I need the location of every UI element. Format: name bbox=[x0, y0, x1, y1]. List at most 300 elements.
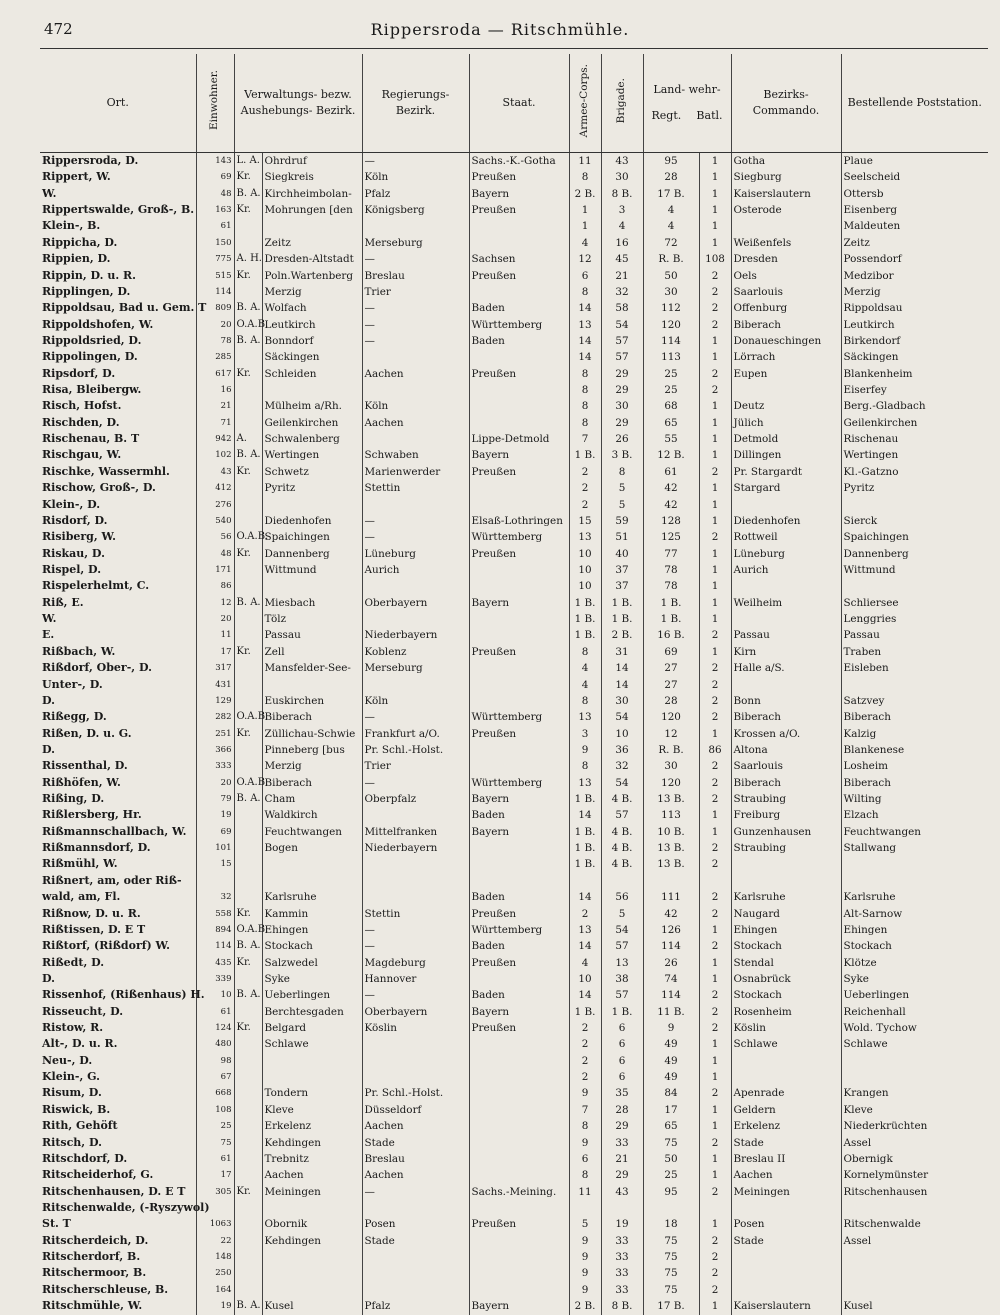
cell-bezirks: Osterode bbox=[731, 202, 841, 218]
table-row bbox=[40, 431, 988, 447]
cell-regierung: Köln bbox=[362, 169, 469, 185]
cell-armee: 2 bbox=[569, 464, 601, 480]
table-row bbox=[40, 775, 988, 791]
cell-verwaltung: Kusel bbox=[262, 1298, 362, 1314]
cell-armee: 1 B. bbox=[569, 840, 601, 856]
cell-regt: 77 bbox=[643, 546, 699, 562]
cell-bezirks: Straubing bbox=[731, 840, 841, 856]
cell-amt: O.A.B. bbox=[234, 317, 262, 333]
cell-verwaltung: Bonndorf bbox=[262, 333, 362, 349]
table-row bbox=[40, 1184, 988, 1200]
cell-armee: 6 bbox=[569, 268, 601, 284]
cell-einwohner: 69 bbox=[196, 169, 234, 185]
cell-batl: 1 bbox=[699, 1151, 731, 1167]
cell-post: Biberach bbox=[841, 709, 988, 725]
top-rule bbox=[40, 48, 988, 49]
cell-post: Stockach bbox=[841, 938, 988, 954]
cell-regt: 69 bbox=[643, 644, 699, 660]
table-row bbox=[40, 497, 988, 513]
cell-brigade: 6 bbox=[601, 1069, 643, 1085]
cell-post: Eisenberg bbox=[841, 202, 988, 218]
cell-brigade: 1 B. bbox=[601, 1004, 643, 1020]
cell-armee: 2 bbox=[569, 497, 601, 513]
cell-staat bbox=[469, 382, 569, 398]
cell-amt bbox=[234, 218, 262, 234]
cell-ort: Rißen, D. u. G. bbox=[42, 726, 132, 740]
cell-staat bbox=[469, 693, 569, 709]
cell-post: Kalzig bbox=[841, 726, 988, 742]
cell-post: Ehingen bbox=[841, 922, 988, 938]
cell-armee: 10 bbox=[569, 971, 601, 987]
cell-einwohner: 894 bbox=[196, 922, 234, 938]
cell-verwaltung: Biberach bbox=[262, 775, 362, 791]
cell-ort: D. bbox=[42, 971, 55, 985]
cell-ort: Rischgau, W. bbox=[42, 448, 122, 462]
cell-staat: Preußen bbox=[469, 1020, 569, 1036]
cell-batl: 1 bbox=[699, 415, 731, 431]
cell-verwaltung: Poln.Wartenberg bbox=[262, 268, 362, 284]
cell-verwaltung: Kehdingen bbox=[262, 1233, 362, 1249]
table-row bbox=[40, 1282, 988, 1298]
cell-regt: 42 bbox=[643, 906, 699, 922]
cell-armee bbox=[569, 873, 601, 889]
cell-staat: Bayern bbox=[469, 595, 569, 611]
cell-armee: 9 bbox=[569, 1233, 601, 1249]
cell-brigade bbox=[601, 1200, 643, 1216]
cell-verwaltung: Salzwedel bbox=[262, 955, 362, 971]
cell-batl: 2 bbox=[699, 1233, 731, 1249]
cell-ort: Ritsch, D. bbox=[42, 1135, 102, 1149]
table-row bbox=[40, 1265, 988, 1281]
cell-armee: 4 bbox=[569, 955, 601, 971]
cell-regt: 68 bbox=[643, 398, 699, 414]
cell-verwaltung bbox=[262, 578, 362, 594]
cell-ort: Rißmannsdorf, D. bbox=[42, 841, 151, 855]
cell-post: Kleve bbox=[841, 1102, 988, 1118]
cell-post: Kl.-Gatzno bbox=[841, 464, 988, 480]
cell-amt bbox=[234, 1167, 262, 1183]
cell-regt: 4 bbox=[643, 218, 699, 234]
cell-batl: 2 bbox=[699, 938, 731, 954]
cell-amt bbox=[234, 1135, 262, 1151]
cell-einwohner: 1063 bbox=[196, 1216, 234, 1232]
cell-ort: Risch, Hofst. bbox=[42, 399, 122, 413]
cell-regierung: Aachen bbox=[362, 1118, 469, 1134]
cell-batl: 2 bbox=[699, 464, 731, 480]
cell-post: Obernigk bbox=[841, 1151, 988, 1167]
cell-regt: 84 bbox=[643, 1085, 699, 1101]
cell-ort: Rispelerhelmt, C. bbox=[42, 579, 150, 593]
cell-post bbox=[841, 677, 988, 693]
cell-ort: Rißbach, W. bbox=[42, 644, 116, 658]
cell-batl: 2 bbox=[699, 300, 731, 316]
table-row bbox=[40, 758, 988, 774]
cell-verwaltung bbox=[262, 1200, 362, 1216]
cell-regierung: — bbox=[362, 251, 469, 267]
cell-brigade: 10 bbox=[601, 726, 643, 742]
cell-staat: Sachsen bbox=[469, 251, 569, 267]
cell-batl: 1 bbox=[699, 1298, 731, 1314]
cell-verwaltung: Miesbach bbox=[262, 595, 362, 611]
cell-verwaltung: Wittmund bbox=[262, 562, 362, 578]
cell-regt: 17 B. bbox=[643, 1298, 699, 1314]
cell-brigade: 4 bbox=[601, 218, 643, 234]
cell-ort: Klein-, D. bbox=[42, 497, 101, 511]
cell-staat bbox=[469, 235, 569, 251]
cell-batl: 2 bbox=[699, 627, 731, 643]
gazetteer-table bbox=[40, 54, 988, 1315]
cell-brigade: 43 bbox=[601, 1184, 643, 1200]
cell-brigade: 54 bbox=[601, 709, 643, 725]
cell-regierung: — bbox=[362, 938, 469, 954]
cell-einwohner: 79 bbox=[196, 791, 234, 807]
cell-armee: 14 bbox=[569, 807, 601, 823]
cell-armee: 13 bbox=[569, 775, 601, 791]
cell-post: Birkendorf bbox=[841, 333, 988, 349]
cell-regt: 49 bbox=[643, 1036, 699, 1052]
cell-verwaltung: Trebnitz bbox=[262, 1151, 362, 1167]
cell-verwaltung: Leutkirch bbox=[262, 317, 362, 333]
table-row bbox=[40, 906, 988, 922]
table-row bbox=[40, 447, 988, 463]
cell-regierung bbox=[362, 1053, 469, 1069]
cell-einwohner: 12 bbox=[196, 595, 234, 611]
cell-amt bbox=[234, 1233, 262, 1249]
cell-batl: 1 bbox=[699, 480, 731, 496]
cell-post: Blankenheim bbox=[841, 366, 988, 382]
cell-bezirks: Stade bbox=[731, 1233, 841, 1249]
cell-regt: 55 bbox=[643, 431, 699, 447]
cell-ort: Rißegg, D. bbox=[42, 710, 107, 724]
cell-regierung: Niederbayern bbox=[362, 627, 469, 643]
cell-staat bbox=[469, 873, 569, 889]
cell-brigade: 4 B. bbox=[601, 856, 643, 872]
cell-einwohner: 61 bbox=[196, 1151, 234, 1167]
table-row bbox=[40, 1298, 988, 1314]
cell-regierung: Trier bbox=[362, 284, 469, 300]
cell-armee: 8 bbox=[569, 398, 601, 414]
cell-regt: 30 bbox=[643, 758, 699, 774]
header-batl: Batl. bbox=[696, 109, 723, 122]
cell-armee: 9 bbox=[569, 1085, 601, 1101]
cell-ort: wald, am, Fl. bbox=[42, 890, 121, 904]
cell-einwohner: 86 bbox=[196, 578, 234, 594]
cell-verwaltung: Zeitz bbox=[262, 235, 362, 251]
cell-armee: 4 bbox=[569, 235, 601, 251]
cell-brigade: 59 bbox=[601, 513, 643, 529]
cell-einwohner: 148 bbox=[196, 1249, 234, 1265]
cell-staat: Preußen bbox=[469, 546, 569, 562]
cell-staat bbox=[469, 742, 569, 758]
cell-einwohner: 48 bbox=[196, 186, 234, 202]
cell-verwaltung: Diedenhofen bbox=[262, 513, 362, 529]
cell-verwaltung: Stockach bbox=[262, 938, 362, 954]
cell-einwohner: 20 bbox=[196, 775, 234, 791]
cell-regt: 16 B. bbox=[643, 627, 699, 643]
cell-batl: 2 bbox=[699, 1184, 731, 1200]
cell-bezirks: Stargard bbox=[731, 480, 841, 496]
cell-bezirks: Erkelenz bbox=[731, 1118, 841, 1134]
cell-verwaltung: Aachen bbox=[262, 1167, 362, 1183]
cell-batl: 1 bbox=[699, 218, 731, 234]
table-row bbox=[40, 677, 988, 693]
cell-einwohner: 366 bbox=[196, 742, 234, 758]
cell-verwaltung: Tölz bbox=[262, 611, 362, 627]
cell-regierung: — bbox=[362, 513, 469, 529]
cell-regt: 125 bbox=[643, 529, 699, 545]
cell-armee: 12 bbox=[569, 251, 601, 267]
cell-einwohner: 78 bbox=[196, 333, 234, 349]
cell-verwaltung: Passau bbox=[262, 627, 362, 643]
cell-amt bbox=[234, 1282, 262, 1298]
cell-brigade: 5 bbox=[601, 480, 643, 496]
header-regt: Regt. bbox=[651, 109, 682, 122]
cell-ort: Rippoldsried, D. bbox=[42, 333, 142, 347]
table-row bbox=[40, 169, 988, 185]
cell-armee: 1 bbox=[569, 202, 601, 218]
cell-amt: Kr. bbox=[234, 366, 262, 382]
cell-batl: 2 bbox=[699, 1135, 731, 1151]
cell-batl: 1 bbox=[699, 497, 731, 513]
table-row bbox=[40, 1216, 988, 1232]
cell-ort: Ritschmühle, W. bbox=[42, 1299, 143, 1313]
cell-staat bbox=[469, 497, 569, 513]
cell-post: Reichenhall bbox=[841, 1004, 988, 1020]
table-row bbox=[40, 1004, 988, 1020]
cell-regt: 74 bbox=[643, 971, 699, 987]
cell-verwaltung: Cham bbox=[262, 791, 362, 807]
cell-staat bbox=[469, 1249, 569, 1265]
cell-batl: 1 bbox=[699, 202, 731, 218]
table-row bbox=[40, 660, 988, 676]
cell-armee: 9 bbox=[569, 1135, 601, 1151]
cell-bezirks: Bonn bbox=[731, 693, 841, 709]
cell-regierung: Stettin bbox=[362, 906, 469, 922]
table-row bbox=[40, 971, 988, 987]
table-row bbox=[40, 153, 988, 170]
cell-staat bbox=[469, 677, 569, 693]
cell-ort: Rippertswalde, Groß-, B. bbox=[42, 203, 195, 217]
table-row bbox=[40, 644, 988, 660]
cell-regierung: — bbox=[362, 317, 469, 333]
cell-bezirks bbox=[731, 856, 841, 872]
cell-ort: Ritscherdeich, D. bbox=[42, 1233, 149, 1247]
cell-post bbox=[841, 578, 988, 594]
cell-regt: 27 bbox=[643, 660, 699, 676]
cell-regierung: — bbox=[362, 922, 469, 938]
cell-amt bbox=[234, 382, 262, 398]
header-landwehr bbox=[643, 54, 731, 153]
cell-armee: 2 bbox=[569, 1036, 601, 1052]
cell-armee: 15 bbox=[569, 513, 601, 529]
cell-post: Zeitz bbox=[841, 235, 988, 251]
cell-regierung: Oberbayern bbox=[362, 595, 469, 611]
cell-brigade: 57 bbox=[601, 333, 643, 349]
cell-post bbox=[841, 1265, 988, 1281]
cell-einwohner: 114 bbox=[196, 284, 234, 300]
cell-post: Satzvey bbox=[841, 693, 988, 709]
cell-regt: 10 B. bbox=[643, 824, 699, 840]
cell-post: Säckingen bbox=[841, 349, 988, 365]
cell-armee: 2 bbox=[569, 1020, 601, 1036]
cell-armee: 13 bbox=[569, 709, 601, 725]
cell-amt: B. A. bbox=[234, 333, 262, 349]
cell-regierung: Schwaben bbox=[362, 447, 469, 463]
cell-post: Ritschenhausen bbox=[841, 1184, 988, 1200]
cell-regierung: Stettin bbox=[362, 480, 469, 496]
cell-verwaltung: Biberach bbox=[262, 709, 362, 725]
cell-einwohner bbox=[196, 873, 234, 889]
cell-armee: 8 bbox=[569, 693, 601, 709]
cell-ort: Rippoldsau, Bad u. Gem. T bbox=[42, 301, 207, 315]
cell-batl: 2 bbox=[699, 1085, 731, 1101]
cell-amt: Kr. bbox=[234, 1020, 262, 1036]
cell-brigade: 36 bbox=[601, 742, 643, 758]
cell-einwohner: 32 bbox=[196, 889, 234, 905]
header-bezirks: Bezirks- Commando. bbox=[731, 54, 841, 153]
cell-staat bbox=[469, 1265, 569, 1281]
cell-batl: 1 bbox=[699, 562, 731, 578]
cell-einwohner: 480 bbox=[196, 1036, 234, 1052]
cell-amt: Kr. bbox=[234, 546, 262, 562]
cell-post: Plaue bbox=[841, 153, 988, 170]
cell-verwaltung bbox=[262, 1265, 362, 1281]
cell-amt: B. A. bbox=[234, 1298, 262, 1314]
cell-batl: 1 bbox=[699, 186, 731, 202]
cell-staat bbox=[469, 562, 569, 578]
cell-armee: 14 bbox=[569, 889, 601, 905]
cell-amt bbox=[234, 513, 262, 529]
cell-batl: 2 bbox=[699, 1249, 731, 1265]
cell-amt: Kr. bbox=[234, 202, 262, 218]
cell-brigade: 29 bbox=[601, 1118, 643, 1134]
cell-staat bbox=[469, 398, 569, 414]
cell-ort: Risdorf, D. bbox=[42, 513, 108, 527]
cell-brigade: 4 B. bbox=[601, 824, 643, 840]
cell-regt: 61 bbox=[643, 464, 699, 480]
cell-regierung: Pfalz bbox=[362, 1298, 469, 1314]
cell-post: Krangen bbox=[841, 1085, 988, 1101]
cell-regierung: Aachen bbox=[362, 415, 469, 431]
table-row bbox=[40, 349, 988, 365]
cell-armee: 14 bbox=[569, 938, 601, 954]
cell-ort: Rith, Gehöft bbox=[42, 1119, 118, 1133]
cell-einwohner: 129 bbox=[196, 693, 234, 709]
cell-ort: Rischow, Groß-, D. bbox=[42, 481, 156, 495]
cell-staat: Württemberg bbox=[469, 709, 569, 725]
cell-brigade: 6 bbox=[601, 1053, 643, 1069]
table-row bbox=[40, 595, 988, 611]
cell-batl: 1 bbox=[699, 807, 731, 823]
cell-ort: Klein-, G. bbox=[42, 1070, 100, 1084]
cell-amt bbox=[234, 677, 262, 693]
cell-armee: 8 bbox=[569, 758, 601, 774]
cell-batl: 86 bbox=[699, 742, 731, 758]
cell-staat bbox=[469, 218, 569, 234]
cell-einwohner: 101 bbox=[196, 840, 234, 856]
cell-batl: 1 bbox=[699, 726, 731, 742]
cell-post: Passau bbox=[841, 627, 988, 643]
cell-regierung: Köln bbox=[362, 398, 469, 414]
cell-batl: 1 bbox=[699, 1069, 731, 1085]
table-row bbox=[40, 1200, 988, 1216]
cell-bezirks: Gunzenhausen bbox=[731, 824, 841, 840]
cell-ort: Rispel, D. bbox=[42, 562, 102, 576]
cell-amt: B. A. bbox=[234, 186, 262, 202]
cell-regt: 26 bbox=[643, 955, 699, 971]
cell-staat: Württemberg bbox=[469, 529, 569, 545]
cell-bezirks: Freiburg bbox=[731, 807, 841, 823]
cell-regt: 17 B. bbox=[643, 186, 699, 202]
cell-verwaltung: Schwalenberg bbox=[262, 431, 362, 447]
cell-bezirks: Jülich bbox=[731, 415, 841, 431]
cell-post: Sierck bbox=[841, 513, 988, 529]
cell-regt: 49 bbox=[643, 1053, 699, 1069]
cell-staat bbox=[469, 1135, 569, 1151]
cell-verwaltung: Siegkreis bbox=[262, 169, 362, 185]
cell-batl bbox=[699, 873, 731, 889]
cell-ort: Klein-, B. bbox=[42, 219, 101, 233]
cell-brigade: 14 bbox=[601, 677, 643, 693]
cell-armee: 11 bbox=[569, 153, 601, 170]
cell-ort: Ritscheiderhof, G. bbox=[42, 1168, 154, 1182]
cell-bezirks: Donaueschingen bbox=[731, 333, 841, 349]
cell-einwohner: 540 bbox=[196, 513, 234, 529]
cell-bezirks bbox=[731, 1265, 841, 1281]
cell-amt bbox=[234, 971, 262, 987]
cell-staat: Baden bbox=[469, 889, 569, 905]
cell-bezirks bbox=[731, 578, 841, 594]
cell-verwaltung: Syke bbox=[262, 971, 362, 987]
header-armee: Armee-Corps. bbox=[569, 54, 601, 153]
cell-amt: Kr. bbox=[234, 906, 262, 922]
cell-post: Possendorf bbox=[841, 251, 988, 267]
cell-ort: Ristow, R. bbox=[42, 1021, 104, 1035]
cell-regt: 120 bbox=[643, 775, 699, 791]
cell-brigade: 43 bbox=[601, 153, 643, 170]
cell-regt: 25 bbox=[643, 1167, 699, 1183]
cell-regierung: Köslin bbox=[362, 1020, 469, 1036]
cell-einwohner: 276 bbox=[196, 497, 234, 513]
cell-regt: 13 B. bbox=[643, 791, 699, 807]
cell-post: Wold. Tychow bbox=[841, 1020, 988, 1036]
page-title: Rippersroda — Ritschmühle. bbox=[370, 20, 630, 39]
cell-regierung: Pfalz bbox=[362, 186, 469, 202]
cell-regt: 9 bbox=[643, 1020, 699, 1036]
cell-amt bbox=[234, 1151, 262, 1167]
cell-einwohner: 16 bbox=[196, 382, 234, 398]
cell-bezirks: Saarlouis bbox=[731, 284, 841, 300]
cell-einwohner: 124 bbox=[196, 1020, 234, 1036]
cell-staat bbox=[469, 415, 569, 431]
cell-regt: 75 bbox=[643, 1265, 699, 1281]
cell-regierung bbox=[362, 1282, 469, 1298]
cell-regierung: Aachen bbox=[362, 366, 469, 382]
table-row bbox=[40, 562, 988, 578]
cell-einwohner: 19 bbox=[196, 807, 234, 823]
cell-armee: 6 bbox=[569, 1151, 601, 1167]
header-einwohner: Einwohner. bbox=[196, 54, 234, 153]
cell-post: Schlawe bbox=[841, 1036, 988, 1052]
cell-armee: 4 bbox=[569, 677, 601, 693]
table-row bbox=[40, 513, 988, 529]
cell-regt: 50 bbox=[643, 268, 699, 284]
table-row bbox=[40, 1249, 988, 1265]
cell-regierung: — bbox=[362, 709, 469, 725]
cell-einwohner: 21 bbox=[196, 398, 234, 414]
cell-ort: St. T bbox=[42, 1217, 71, 1231]
cell-einwohner: 61 bbox=[196, 1004, 234, 1020]
